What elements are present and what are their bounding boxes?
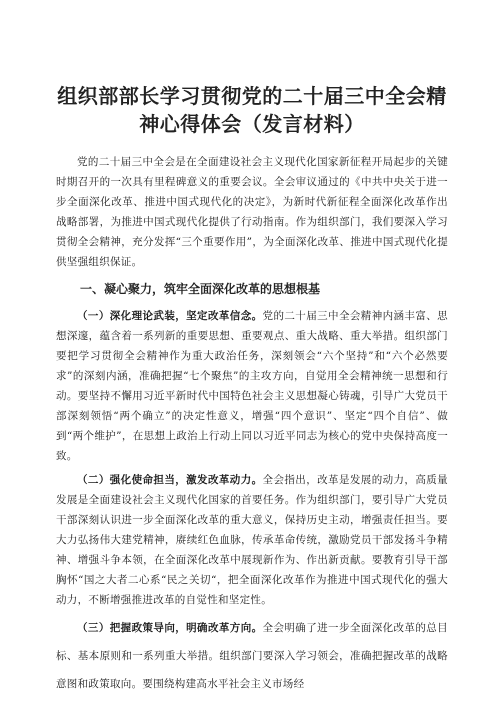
- paragraph-3-body: 全会明确了进一步全面深化改革的总目标、基本原则和一系列重大举措。组织部门要深入学习领会，准确把握改革的战略意图和政策取向。要围绕构建高水平社会主义市场经: [56, 622, 448, 690]
- document-title: 组织部部长学习贯彻党的二十届三中全会精神心得体会（发言材料）: [57, 84, 447, 136]
- paragraph-3-lead: （三）把握政策导向，明确改革方向。: [77, 622, 263, 634]
- paragraph-1: [56, 306, 448, 466]
- paragraph-2: [56, 470, 448, 610]
- paragraph-1-body: 党的二十届三中全会精神内涵丰富、思想深邃，蕴含着一系列新的重要思想、重要观点、重大战略、重大举措。组织部门要把学习贯彻全会精神作为重大政治任务，深刻领会“六个坚持”和“六个必然要求”的深刻内涵，准确把握“七个聚焦”的主攻方向，自觉用全会精神统一思想和行动。要坚持不懈用习近平新时代中国特色社会主义思想凝心铸魂，引导广大党员干部深刻领悟“两个确立”的决定性意义，增强“四个意识”、坚定“四个自信”、做到“两个维护”，在思想上政治上行动上同以习近平同志为核心的党中央保持高度一致。: [56, 310, 448, 462]
- paragraph-2-body: 全会指出，改革是发展的动力，高质量发展是全面建设社会主义现代化国家的首要任务。作为组织部门，要引导广大党员干部深刻认识进一步全面深化改革的重大意义，保持历史主动，增强责任担当。要大力弘扬伟大建党精神，赓续红色血脉，传承革命传统，激励党员干部发扬斗争精神、增强斗争本领，在全面深化改革中展现新作为、作出新贡献。要教育引导干部胸怀“国之大者二心系“民之关切“，把全面深化改革作为推进中国式现代化的强大动力，不断增强推进改革的自觉性和坚定性。: [56, 474, 448, 606]
- paragraph-2-lead: （二）强化使命担当，激发改革动力。: [77, 474, 263, 486]
- paragraph-1-lead: （一）深化理论武装，坚定改革信念。: [77, 310, 263, 322]
- intro-paragraph: 党的二十届三中全会是在全面建设社会主义现代化国家新征程开局起步的关键时期召开的一次具有里程碑意义的重要会议。全会审议通过的《中共中央关于进一步全面深化改革、推进中国式现代化的决定》，为新时代新征程全面深化改革作出战略部署，为推进中国式现代化提供了行动指南。作为组织部门，我们要深入学习贯彻全会精神，充分发挥“三个重要作用”，为全面深化改革、推进中国式现代化提供坚强组织保证。: [56, 156, 448, 268]
- paragraph-3: [56, 614, 448, 698]
- section-heading-1: 一、凝心聚力，筑牢全面深化改革的思想根基: [80, 282, 321, 296]
